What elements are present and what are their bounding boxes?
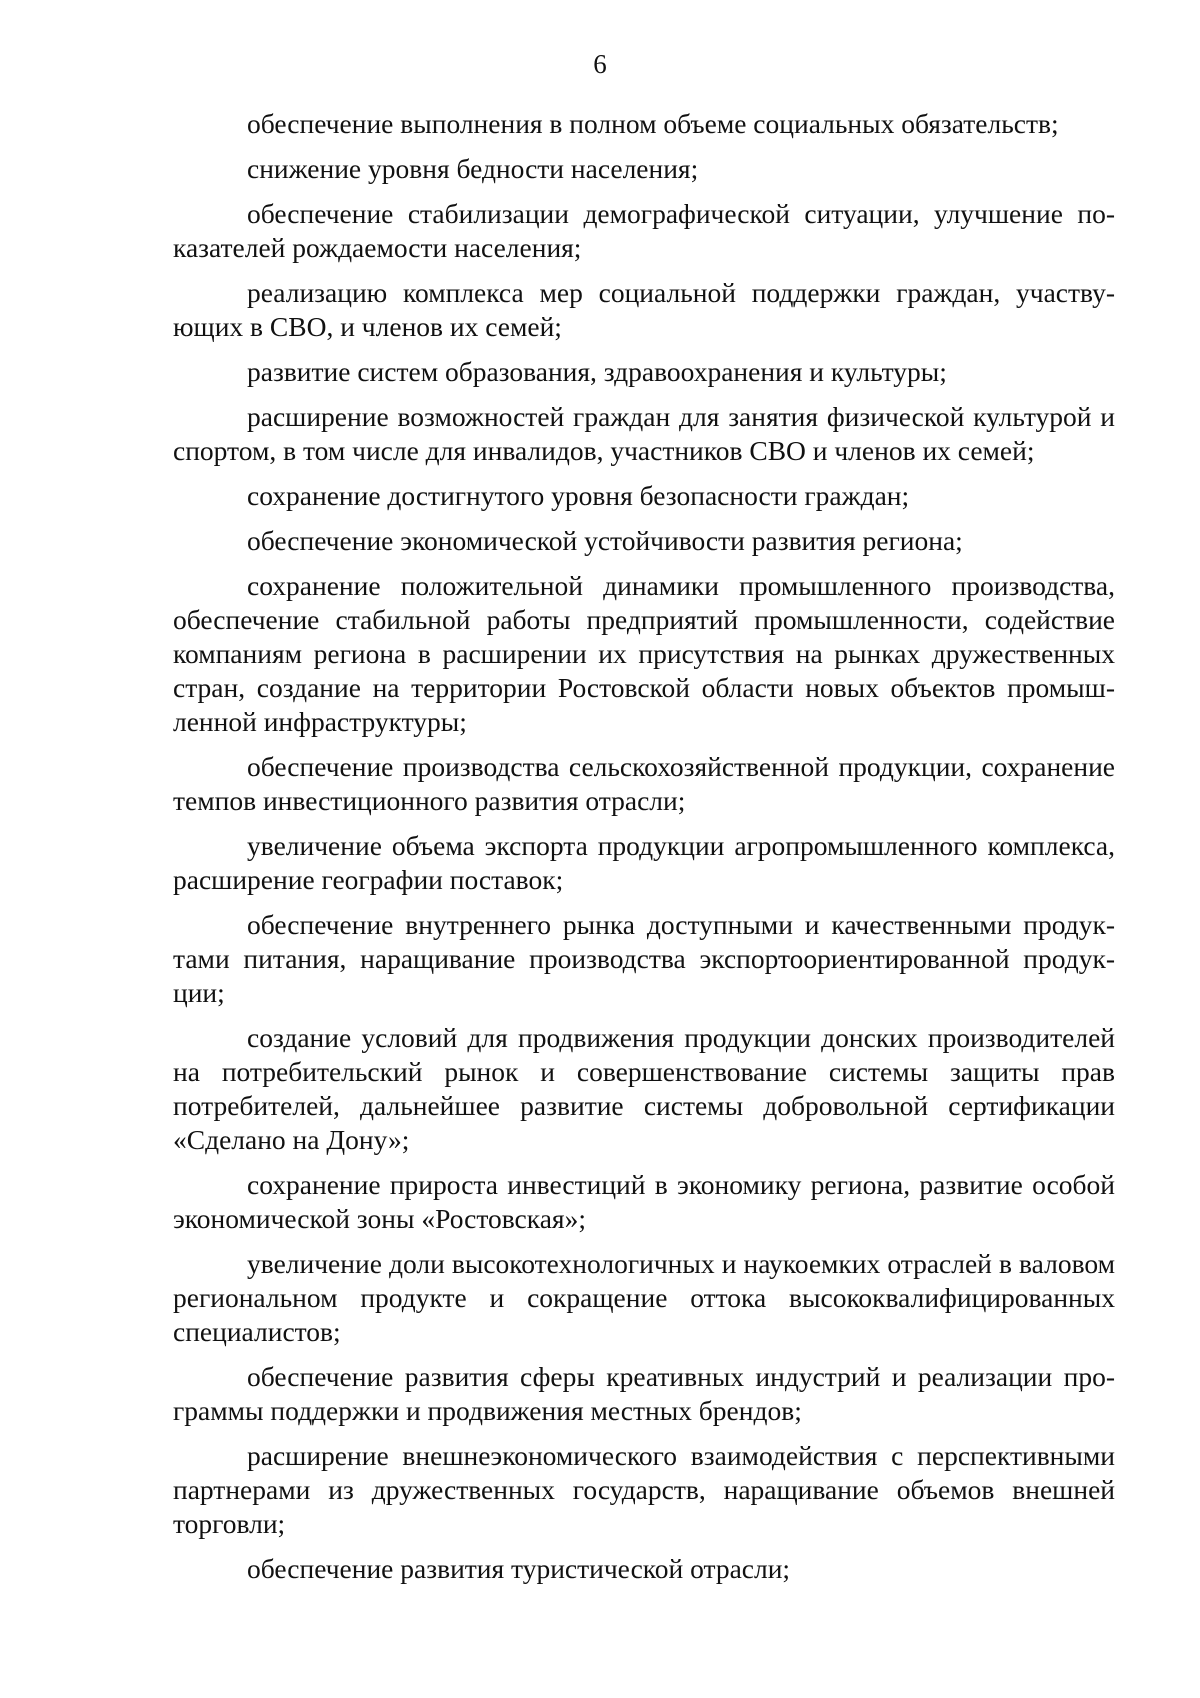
paragraph: обеспечение экономической устойчивости развития региона;: [247, 525, 963, 556]
paragraph: развитие систем образования, здравоохранения и культуры;: [247, 356, 947, 387]
paragraph: обеспечение развития сферы креативных индустрий и реализации программы поддержки и продвижения местных брендов;: [173, 1361, 1115, 1426]
paragraph: обеспечение выполнения в полном объеме социальных обязательств;: [247, 108, 1059, 139]
paragraph: расширение возможностей граждан для занятия физической культурой и спортом, в том числе для инвалидов, участников СВО и членов их семей;: [173, 401, 1115, 466]
paragraph: сохранение достигнутого уровня безопасности граждан;: [247, 480, 910, 511]
paragraph: обеспечение производства сельскохозяйственной продукции, сохранение темпов инвестиционного развития отрасли;: [173, 751, 1115, 816]
paragraph: сохранение положительной динамики промышленного производства, обеспечение стабильной работы предприятий промышленности, содействие компаниям региона в расширении их присутствия на рынках дружественных стран, создание на территории Ростовской области новых объектов промышленной инфраструктуры;: [173, 570, 1115, 737]
paragraph: обеспечение развития туристической отрасли;: [247, 1553, 791, 1584]
paragraph: обеспечение внутреннего рынка доступными и качественными продуктами питания, наращивание производства экспортоориентированной продукции;: [173, 909, 1115, 1008]
paragraph: обеспечение стабилизации демографической ситуации, улучшение показателей рождаемости населения;: [173, 198, 1115, 263]
paragraph: снижение уровня бедности населения;: [247, 153, 699, 184]
paragraph: расширение внешнеэкономического взаимодействия с перспективными партнерами из дружественных государств, наращивание объемов внешней торговли;: [173, 1440, 1115, 1539]
paragraph: реализацию комплекса мер социальной поддержки граждан, участвующих в СВО, и членов их семей;: [173, 277, 1115, 342]
paragraph: создание условий для продвижения продукции донских производителей на потребительский рынок и совершенствование системы защиты прав потребителей, дальнейшее развитие системы добровольной сертификации «Сделано на Дону»;: [173, 1022, 1115, 1155]
paragraph: сохранение прироста инвестиций в экономику региона, развитие особой экономической зоны «Ростовская»;: [173, 1169, 1115, 1234]
page-number: 6: [593, 49, 607, 79]
paragraph: увеличение доли высокотехнологичных и наукоемких отраслей в валовом региональном продукте и сокращение оттока высококвалифицированных специалистов;: [173, 1248, 1115, 1347]
document-body: [173, 107, 1115, 1597]
paragraph: увеличение объема экспорта продукции агропромышленного комплекса, расширение географии поставок;: [173, 830, 1115, 895]
